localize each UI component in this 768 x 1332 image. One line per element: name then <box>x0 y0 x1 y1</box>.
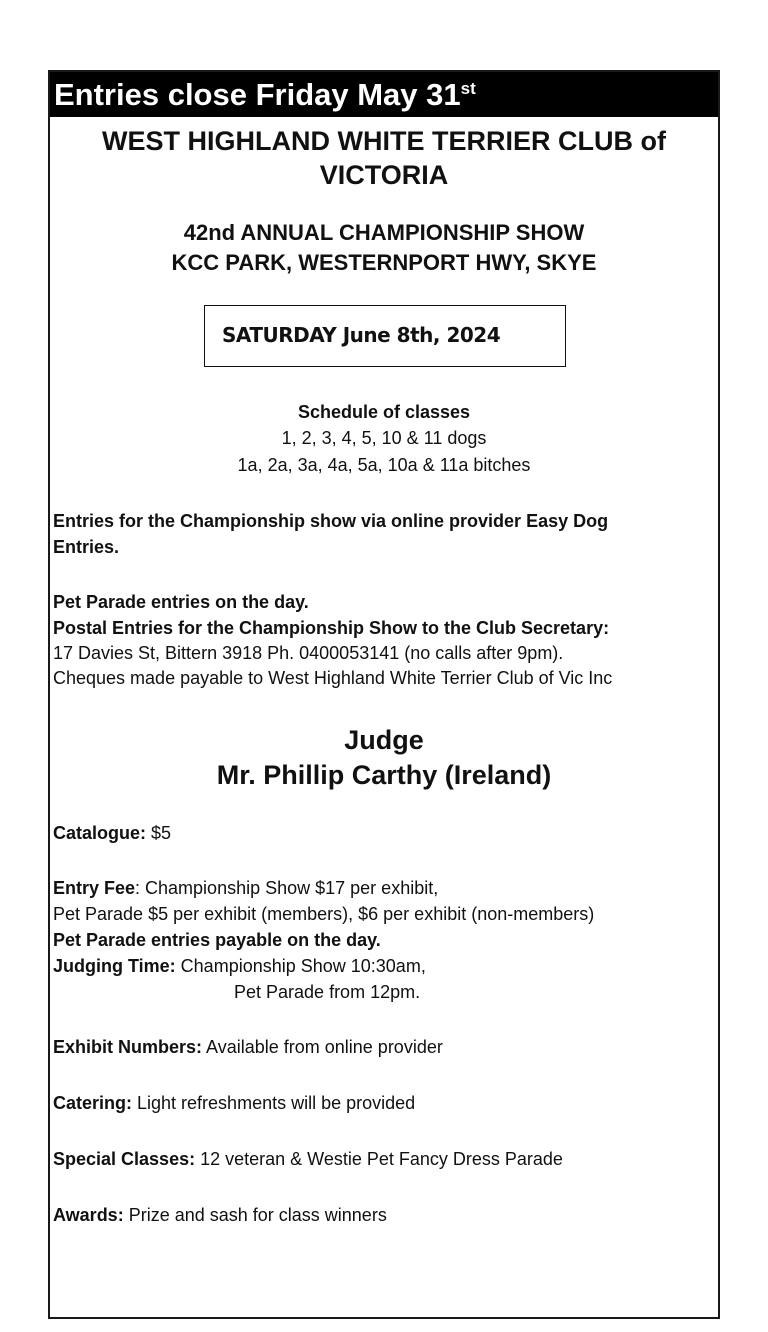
schedule-dogs: 1, 2, 3, 4, 5, 10 & 11 dogs <box>281 428 487 448</box>
catering-value: Light refreshments will be provided <box>132 1093 416 1113</box>
exhibit-numbers-value: Available from online provider <box>202 1037 443 1057</box>
pet-parade-time: Pet Parade from 12pm. <box>234 982 421 1002</box>
banner-superscript: st <box>460 79 476 98</box>
pet-parade-payable: Pet Parade entries payable on the day. <box>53 930 381 950</box>
schedule-bitches: 1a, 2a, 3a, 4a, 5a, 10a & 11a bitches <box>237 455 531 475</box>
banner-text: Entries close Friday May 31 <box>54 77 461 112</box>
catalogue-value: $5 <box>146 823 172 843</box>
schedule-heading: Schedule of classes <box>297 402 471 422</box>
entries-info-line2: Entries. <box>53 537 120 557</box>
flyer-frame <box>48 70 720 1319</box>
club-name <box>50 124 718 192</box>
awards-label: Awards: <box>53 1205 124 1225</box>
judging-time-line <box>53 956 426 977</box>
special-classes-label: Special Classes: <box>53 1149 196 1169</box>
show-title-line1: 42nd ANNUAL CHAMPIONSHIP SHOW <box>183 220 585 245</box>
pet-parade-note: Pet Parade entries on the day. <box>53 592 309 612</box>
awards-line <box>53 1205 387 1226</box>
postal-entries-heading: Postal Entries for the Championship Show to the Club Secretary: <box>53 618 610 638</box>
judge-label: Judge <box>344 725 424 755</box>
catalogue-label: Catalogue: <box>53 823 147 843</box>
special-classes-value: 12 veteran & Westie Pet Fancy Dress Parade <box>195 1149 563 1169</box>
catering-line <box>53 1093 415 1114</box>
catering-label: Catering: <box>53 1093 133 1113</box>
show-date-box <box>204 305 566 367</box>
judging-time-value: Championship Show 10:30am, <box>175 956 426 976</box>
awards-value: Prize and sash for class winners <box>123 1205 387 1225</box>
show-date: SATURDAY June 8th, 2024 <box>222 323 501 347</box>
entry-fee-value: : Championship Show $17 per exhibit, <box>135 878 439 898</box>
show-title <box>50 218 718 278</box>
club-name-line1: WEST HIGHLAND WHITE TERRIER CLUB of <box>102 126 666 156</box>
entries-info-line1: Entries for the Championship show via online provider Easy Dog <box>53 511 609 531</box>
cheques-note: Cheques made payable to West Highland White Terrier Club of Vic Inc <box>53 668 613 688</box>
catalogue-line <box>53 823 171 844</box>
show-venue: KCC PARK, WESTERNPORT HWY, SKYE <box>171 250 597 275</box>
exhibit-numbers-label: Exhibit Numbers: <box>53 1037 203 1057</box>
entries-close-banner <box>50 72 718 117</box>
special-classes-line <box>53 1149 563 1170</box>
pet-parade-fee: Pet Parade $5 per exhibit (members), $6 per exhibit (non-members) <box>53 904 595 924</box>
judging-time-label: Judging Time: <box>53 956 176 976</box>
judge-name: Mr. Phillip Carthy (Ireland) <box>216 760 552 790</box>
secretary-address: 17 Davies St, Bittern 3918 Ph. 0400053141 (no calls after 9pm). <box>53 643 564 663</box>
exhibit-numbers-line <box>53 1037 443 1058</box>
club-name-line2: VICTORIA <box>319 160 449 190</box>
entry-fee-line <box>53 878 438 899</box>
entry-fee-label: Entry Fee <box>53 878 136 898</box>
